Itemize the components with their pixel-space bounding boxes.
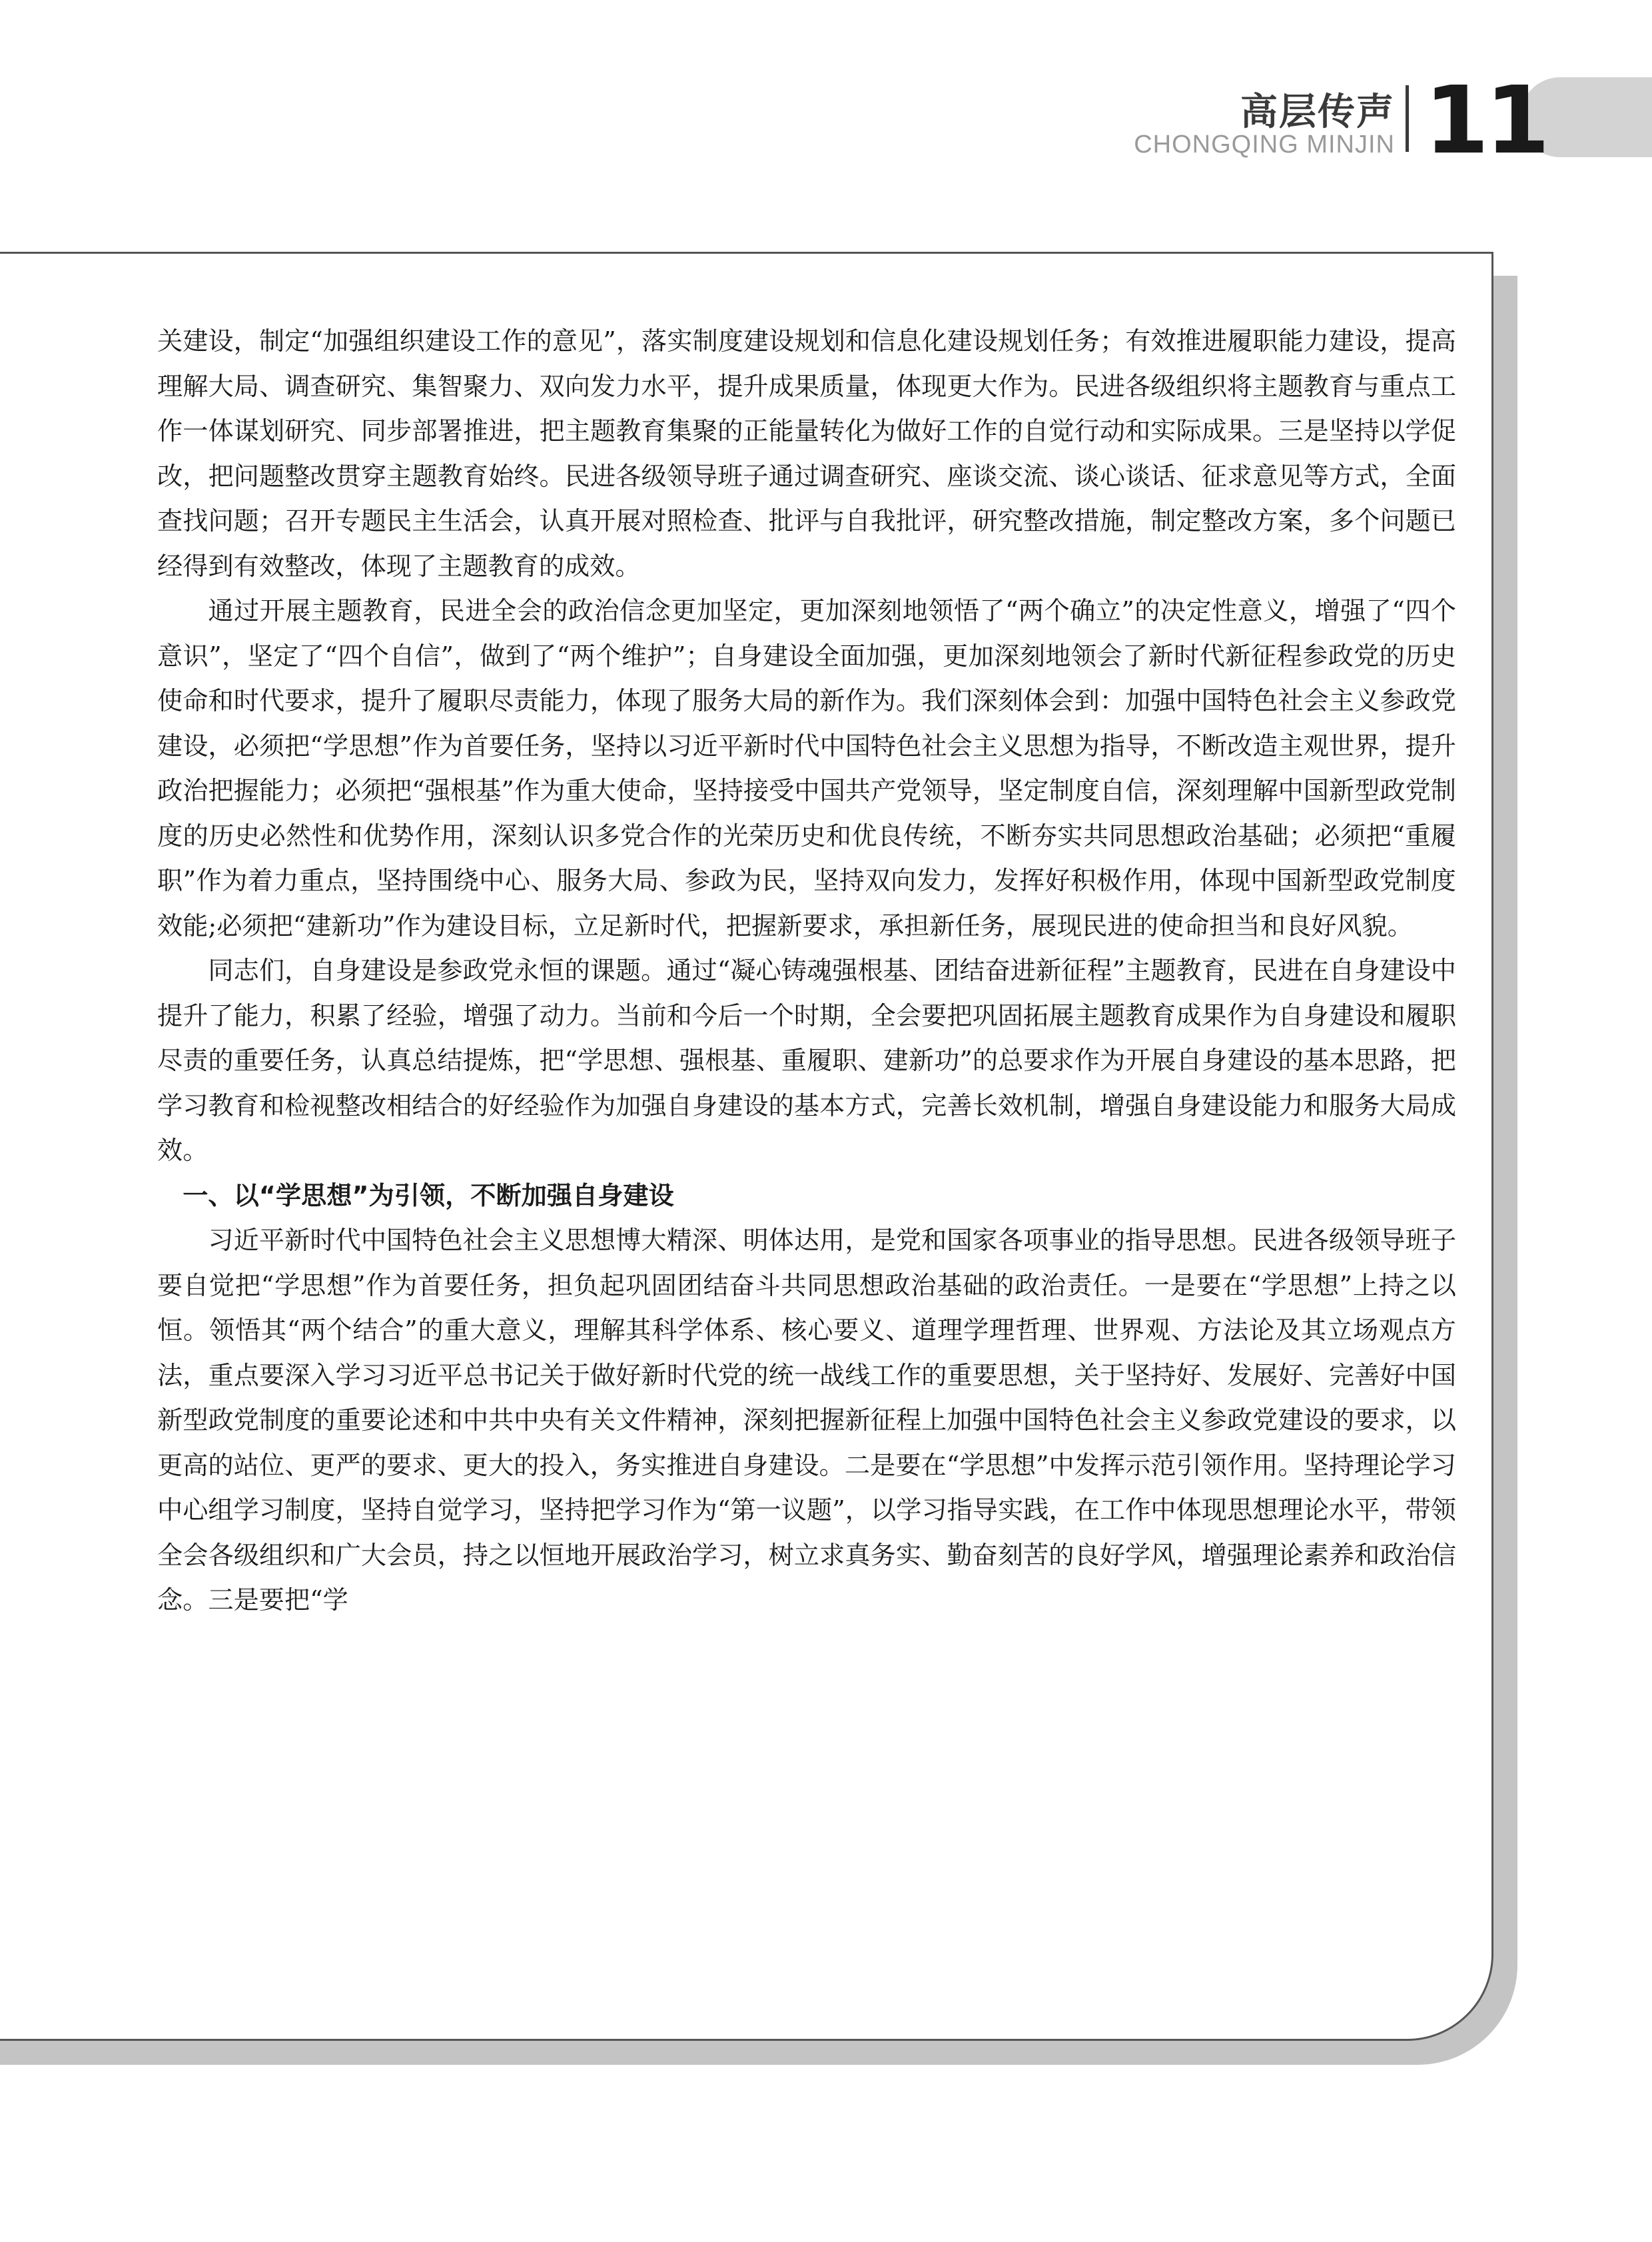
paragraph-1: 关建设，制定“加强组织建设工作的意见”，落实制度建设规划和信息化建设规划任务；有效推进履职能力建设，提高理解大局、调查研究、集智聚力、双向发力水平，提升成果质量，体现更大作为。民进各级组织将主题教育与重点工作一体谋划研究、同步部署推进，把主题教育集聚的正能量转化为做好工作的自觉行动和实际成果。三是坚持以学促改，把问题整改贯穿主题教育始终。民进各级领导班子通过调查研究、座谈交流、谈心谈话、征求意见等方式，全面查找问题；召开专题民主生活会，认真开展对照检查、批评与自我批评，研究整改措施，制定整改方案，多个问题已经得到有效整改，体现了主题教育的成效。 bbox=[157, 327, 1456, 581]
page-number: 11 bbox=[1424, 67, 1546, 175]
paragraph-4: 习近平新时代中国特色社会主义思想博大精深、明体达用，是党和国家各项事业的指导思想。民进各级领导班子要自觉把“学思想”作为首要任务，担负起巩固团结奋斗共同思想政治基础的政治责任。一是要在“学思想”上持之以恒。领悟其“两个结合”的重大意义，理解其科学体系、核心要义、道理学理哲理、世界观、方法论及其立场观点方法，重点要深入学习习近平总书记关于做好新时代党的统一战线工作的重要思想，关于坚持好、发展好、完善好中国新型政党制度的重要论述和中共中央有关文件精神，深刻把握新征程上加强中国特色社会主义参政党建设的要求，以更高的站位、更严的要求、更大的投入，务实推进自身建设。二是要在“学思想”中发挥示范引领作用。坚持理论学习中心组学习制度，坚持自觉学习，坚持把学习作为“第一议题”，以学习指导实践，在工作中体现思想理论水平，带领全会各级组织和广大会员，持之以恒地开展政治学习，树立求真务实、勤奋刻苦的良好学风，增强理论素养和政治信念。三是要把“学 bbox=[157, 1226, 1456, 1615]
section-heading-1: 一、以“学思想”为引领，不断加强自身建设 bbox=[183, 1181, 674, 1211]
article-body bbox=[157, 320, 1456, 1624]
magazine-name: CHONGQING MINJIN bbox=[1134, 131, 1395, 159]
header-divider bbox=[1406, 85, 1409, 152]
paragraph-3: 同志们，自身建设是参政党永恒的课题。通过“凝心铸魂强根基、团结奋进新征程”主题教育，民进在自身建设中提升了能力，积累了经验，增强了动力。当前和今后一个时期，全会要把巩固拓展主题教育成果作为自身建设和履职尽责的重要任务，认真总结提炼，把“学思想、强根基、重履职、建新功”的总要求作为开展自身建设的基本思路，把学习教育和检视整改相结合的好经验作为加强自身建设的基本方式，完善长效机制，增强自身建设能力和服务大局成效。 bbox=[157, 956, 1456, 1166]
section-title: 高层传声 bbox=[1240, 91, 1395, 134]
paragraph-2: 通过开展主题教育，民进全会的政治信念更加坚定，更加深刻地领悟了“两个确立”的决定性意义，增强了“四个意识”，坚定了“四个自信”，做到了“两个维护”；自身建设全面加强，更加深刻地领会了新时代新征程参政党的历史使命和时代要求，提升了履职尽责能力，体现了服务大局的新作为。我们深刻体会到：加强中国特色社会主义参政党建设，必须把“学思想”作为首要任务，坚持以习近平新时代中国特色社会主义思想为指导，不断改造主观世界，提升政治把握能力；必须把“强根基”作为重大使命，坚持接受中国共产党领导，坚定制度自信，深刻理解中国新型政党制度的历史必然性和优势作用，深刻认识多党合作的光荣历史和优良传统，不断夯实共同思想政治基础；必须把“重履职”作为着力重点，坚持围绕中心、服务大局、参政为民，坚持双向发力，发挥好积极作用，体现中国新型政党制度效能;必须把“建新功”作为建设目标，立足新时代，把握新要求，承担新任务，展现民进的使命担当和良好风貌。 bbox=[157, 597, 1456, 941]
